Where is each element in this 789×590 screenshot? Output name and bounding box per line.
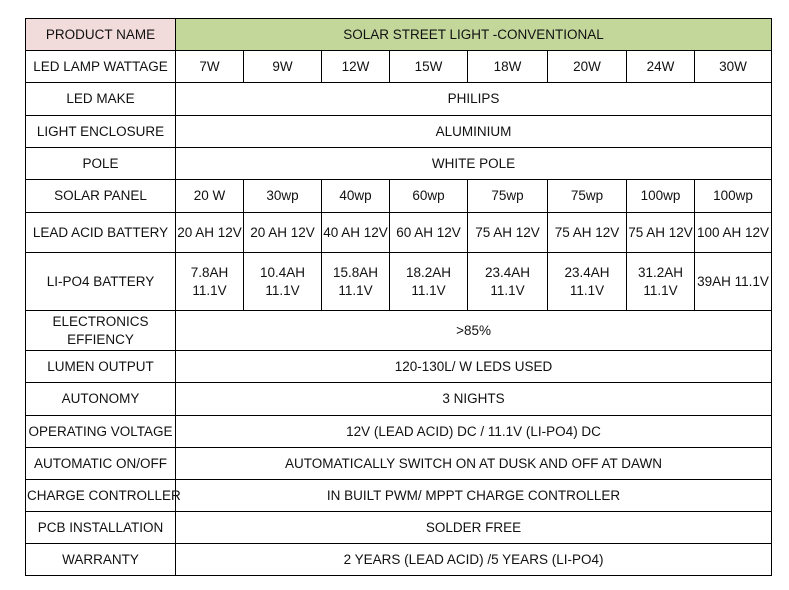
table-row bbox=[26, 544, 772, 576]
table-cell: 40 AH 12V bbox=[322, 213, 390, 253]
table-cell: 12V (LEAD ACID) DC / 11.1V (LI-PO4) DC bbox=[176, 416, 772, 448]
table-cell: 3 NIGHTS bbox=[176, 383, 772, 416]
table-cell: 18.2AH 11.1V bbox=[390, 253, 468, 311]
table-cell: 100wp bbox=[695, 180, 772, 213]
product-title: SOLAR STREET LIGHT -CONVENTIONAL bbox=[176, 19, 772, 51]
table-cell: SOLDER FREE bbox=[176, 512, 772, 544]
table-cell: 20W bbox=[548, 51, 627, 83]
table-cell: 60 AH 12V bbox=[390, 213, 468, 253]
row-label: CHARGE CONTROLLER bbox=[26, 480, 176, 512]
table-cell: 23.4AH 11.1V bbox=[468, 253, 548, 311]
table-cell: 20 W bbox=[176, 180, 244, 213]
table-cell: 12W bbox=[322, 51, 390, 83]
row-label: ELECTRONICS EFFIENCY bbox=[26, 311, 176, 351]
row-label: POLE bbox=[26, 148, 176, 180]
table-row bbox=[26, 83, 772, 116]
table-cell: 30wp bbox=[244, 180, 322, 213]
table-cell: 10.4AH 11.1V bbox=[244, 253, 322, 311]
table-cell: 24W bbox=[627, 51, 695, 83]
table-row bbox=[26, 51, 772, 83]
table-cell: 39AH 11.1V bbox=[695, 253, 772, 311]
table-row bbox=[26, 448, 772, 480]
table-cell: 7W bbox=[176, 51, 244, 83]
table-cell: 60wp bbox=[390, 180, 468, 213]
table-cell: 120-130L/ W LEDS USED bbox=[176, 351, 772, 383]
table-cell: 100 AH 12V bbox=[695, 213, 772, 253]
table-row bbox=[26, 116, 772, 148]
row-label: LED LAMP WATTAGE bbox=[26, 51, 176, 83]
table-cell: 15W bbox=[390, 51, 468, 83]
table-row bbox=[26, 512, 772, 544]
row-label: WARRANTY bbox=[26, 544, 176, 576]
table-cell: 75 AH 12V bbox=[468, 213, 548, 253]
table-cell: 7.8AH 11.1V bbox=[176, 253, 244, 311]
table-cell: 20 AH 12V bbox=[176, 213, 244, 253]
product-name-label: PRODUCT NAME bbox=[26, 19, 176, 51]
table-row bbox=[26, 311, 772, 351]
row-label: AUTONOMY bbox=[26, 383, 176, 416]
table-cell: 31.2AH 11.1V bbox=[627, 253, 695, 311]
table-cell: 30W bbox=[695, 51, 772, 83]
table-row bbox=[26, 416, 772, 448]
row-label: LUMEN OUTPUT bbox=[26, 351, 176, 383]
table-cell: 15.8AH 11.1V bbox=[322, 253, 390, 311]
table-cell: WHITE POLE bbox=[176, 148, 772, 180]
table-cell: PHILIPS bbox=[176, 83, 772, 116]
table-cell: ALUMINIUM bbox=[176, 116, 772, 148]
table-cell: 9W bbox=[244, 51, 322, 83]
table-cell: 23.4AH 11.1V bbox=[548, 253, 627, 311]
table-row bbox=[26, 480, 772, 512]
row-label: LIGHT ENCLOSURE bbox=[26, 116, 176, 148]
spec-table bbox=[25, 18, 772, 576]
table-cell: 75wp bbox=[548, 180, 627, 213]
row-label: OPERATING VOLTAGE bbox=[26, 416, 176, 448]
table-row bbox=[26, 213, 772, 253]
row-label: AUTOMATIC ON/OFF bbox=[26, 448, 176, 480]
row-label: SOLAR PANEL bbox=[26, 180, 176, 213]
table-cell: 20 AH 12V bbox=[244, 213, 322, 253]
table-cell: 100wp bbox=[627, 180, 695, 213]
table-cell: 18W bbox=[468, 51, 548, 83]
table-row bbox=[26, 148, 772, 180]
table-cell: AUTOMATICALLY SWITCH ON AT DUSK AND OFF AT DAWN bbox=[176, 448, 772, 480]
table-cell: IN BUILT PWM/ MPPT CHARGE CONTROLLER bbox=[176, 480, 772, 512]
table-cell: >85% bbox=[176, 311, 772, 351]
header-row bbox=[26, 19, 772, 51]
table-cell: 40wp bbox=[322, 180, 390, 213]
row-label: PCB INSTALLATION bbox=[26, 512, 176, 544]
table-row bbox=[26, 180, 772, 213]
row-label: LEAD ACID BATTERY bbox=[26, 213, 176, 253]
table-cell: 75wp bbox=[468, 180, 548, 213]
table-row bbox=[26, 383, 772, 416]
table-cell: 2 YEARS (LEAD ACID) /5 YEARS (LI-PO4) bbox=[176, 544, 772, 576]
table-row bbox=[26, 351, 772, 383]
row-label: LI-PO4 BATTERY bbox=[26, 253, 176, 311]
table-row bbox=[26, 253, 772, 311]
table-cell: 75 AH 12V bbox=[548, 213, 627, 253]
table-cell: 75 AH 12V bbox=[627, 213, 695, 253]
row-label: LED MAKE bbox=[26, 83, 176, 116]
